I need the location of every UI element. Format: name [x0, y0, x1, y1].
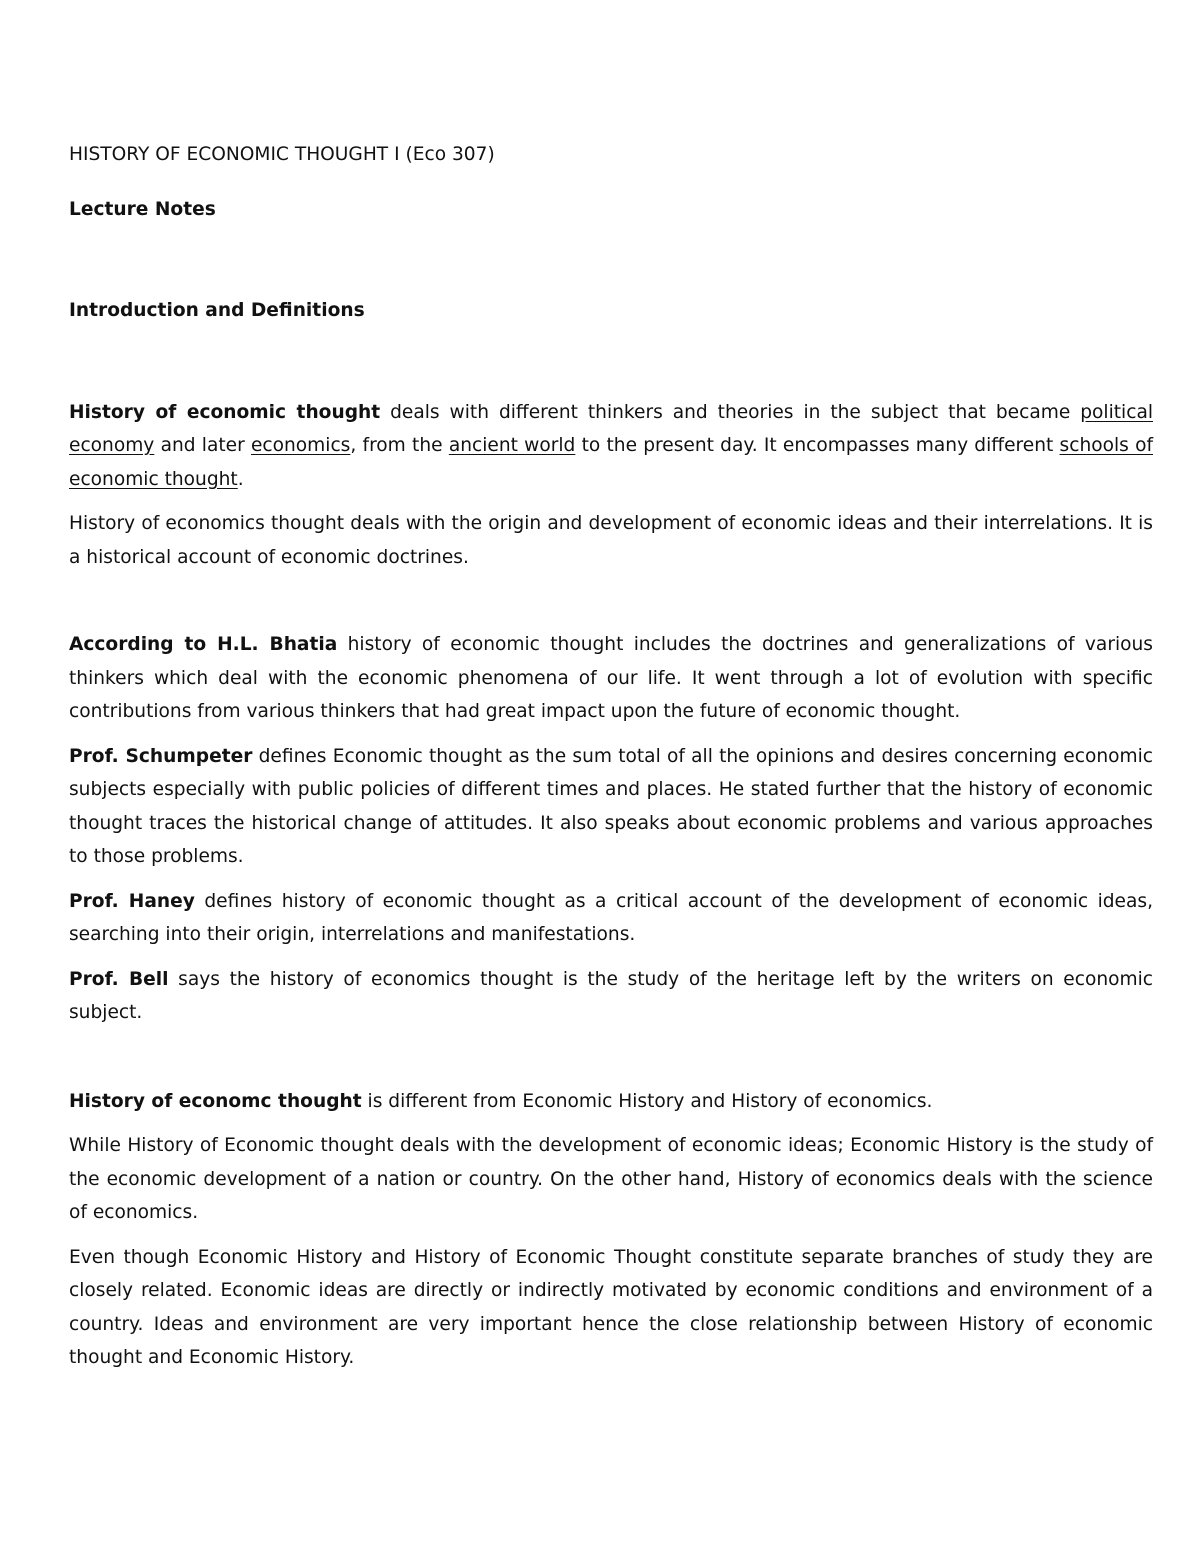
section-heading: Introduction and Definitions: [69, 300, 365, 321]
paragraph-definition: [69, 396, 1153, 497]
link-schools-of-economic-thought[interactable]: schools of economic thought: [69, 435, 1153, 490]
paragraph-text: defines Economic thought as the sum total of all the opinions and desires concerning economic subjects especially with public policies of different times and places. He stated further that the history of economic thought traces the historical change of attitudes. It also speaks about economic problems and various approaches to those problems.: [69, 745, 1153, 867]
link-ancient-world[interactable]: ancient world: [448, 435, 576, 456]
paragraph-difference: [69, 1085, 1153, 1119]
document-title: HISTORY OF ECONOMIC THOUGHT I (Eco 307): [69, 144, 495, 165]
document-subtitle: Lecture Notes: [69, 198, 216, 220]
term-lead: Prof. Schumpeter: [69, 745, 253, 767]
term-lead: Prof. Bell: [69, 968, 169, 990]
paragraph-text: .: [237, 468, 244, 490]
paragraph-text: and later: [154, 435, 251, 456]
paragraph-schumpeter: [69, 740, 1153, 874]
paragraph-comparison: While History of Economic thought deals with the development of economic ideas; Economic History is the study of the economic development of a nation or country. On the other hand, History of economics deals with the science of economics.: [69, 1135, 1153, 1223]
document-page: [69, 138, 1153, 1386]
paragraph-bell: [69, 963, 1153, 1030]
link-economics[interactable]: economics: [250, 435, 351, 456]
link-political-economy[interactable]: political economy: [69, 401, 1153, 456]
term-lead: Prof. Haney: [69, 890, 195, 912]
paragraph-text: is different from Economic History and History of economics.: [361, 1090, 933, 1112]
term-lead: History of economc thought: [69, 1090, 362, 1112]
paragraph-text: to the present day. It encompasses many different: [575, 435, 1060, 456]
paragraph-bhatia: [69, 628, 1153, 729]
paragraph-origin: History of economics thought deals with the origin and development of economic ideas and their interrelations. It is a historical account of economic doctrines.: [69, 513, 1153, 568]
paragraph-text: , from the: [350, 435, 449, 456]
paragraph-haney: [69, 885, 1153, 952]
term-lead: History of economic thought: [69, 401, 381, 423]
term-lead: According to H.L. Bhatia: [69, 634, 338, 655]
paragraph-text: deals with different thinkers and theories in the subject that became: [380, 401, 1081, 423]
paragraph-relationship: Even though Economic History and History of Economic Thought constitute separate branches of study they are closely related. Economic ideas are directly or indirectly motivated by economic conditions and environment of a country. Ideas and environment are very important hence the close relationship between History of economic thought and Economic History.: [69, 1246, 1153, 1368]
paragraph-text: says the history of economics thought is the study of the heritage left by the writers on economic subject.: [69, 968, 1153, 1023]
paragraph-text: defines history of economic thought as a critical account of the development of economic ideas, searching into their origin, interrelations and manifestations.: [69, 890, 1153, 945]
paragraph-text: history of economic thought includes the doctrines and generalizations of various thinkers which deal with the economic phenomena of our life. It went through a lot of evolution with specific contributions from various thinkers that had great impact upon the future of economic thought.: [69, 634, 1153, 722]
